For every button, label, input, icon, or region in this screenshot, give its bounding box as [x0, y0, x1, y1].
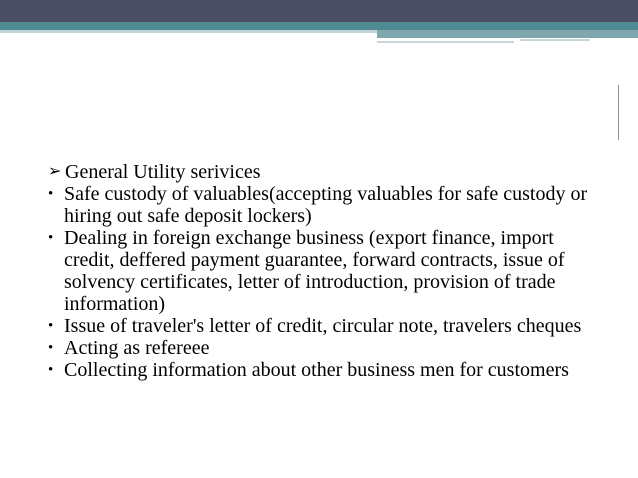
- header-band-accent: [377, 30, 638, 38]
- list-item-text: Safe custody of valuables(accepting valuables for safe custody or hiring out safe deposit lockers): [64, 183, 588, 227]
- arrow-bullet-icon: ➢: [48, 163, 62, 180]
- list-item-text: Collecting information about other business men for customers: [64, 359, 569, 381]
- bullet-icon: •: [48, 318, 54, 334]
- list-item: [48, 337, 608, 359]
- list-item: [48, 359, 608, 381]
- bullet-icon: •: [48, 362, 54, 378]
- header-thin-line: [377, 41, 514, 43]
- list-heading: [48, 161, 608, 183]
- list-item: [48, 227, 608, 315]
- header-small-line: [520, 39, 590, 41]
- list-item: [48, 315, 608, 337]
- list-item-text: Acting as refereee: [64, 337, 210, 359]
- bullet-icon: •: [48, 186, 54, 202]
- list-item: [48, 183, 608, 227]
- header-band-dark: [0, 0, 638, 22]
- list-item-text: Dealing in foreign exchange business (export finance, import credit, deffered payment guarantee, forward contracts, issue of solvency certificates, letter of introduction, provision of trade information): [64, 227, 565, 315]
- slide-content-list: [48, 161, 608, 381]
- header-band-teal: [0, 22, 638, 30]
- decorative-vertical-line: [618, 85, 619, 140]
- bullet-icon: •: [48, 340, 54, 356]
- list-item-text: Issue of traveler's letter of credit, circular note, travelers cheques: [64, 315, 582, 337]
- bullet-icon: •: [48, 230, 54, 246]
- list-heading-text: General Utility serivices: [65, 161, 261, 183]
